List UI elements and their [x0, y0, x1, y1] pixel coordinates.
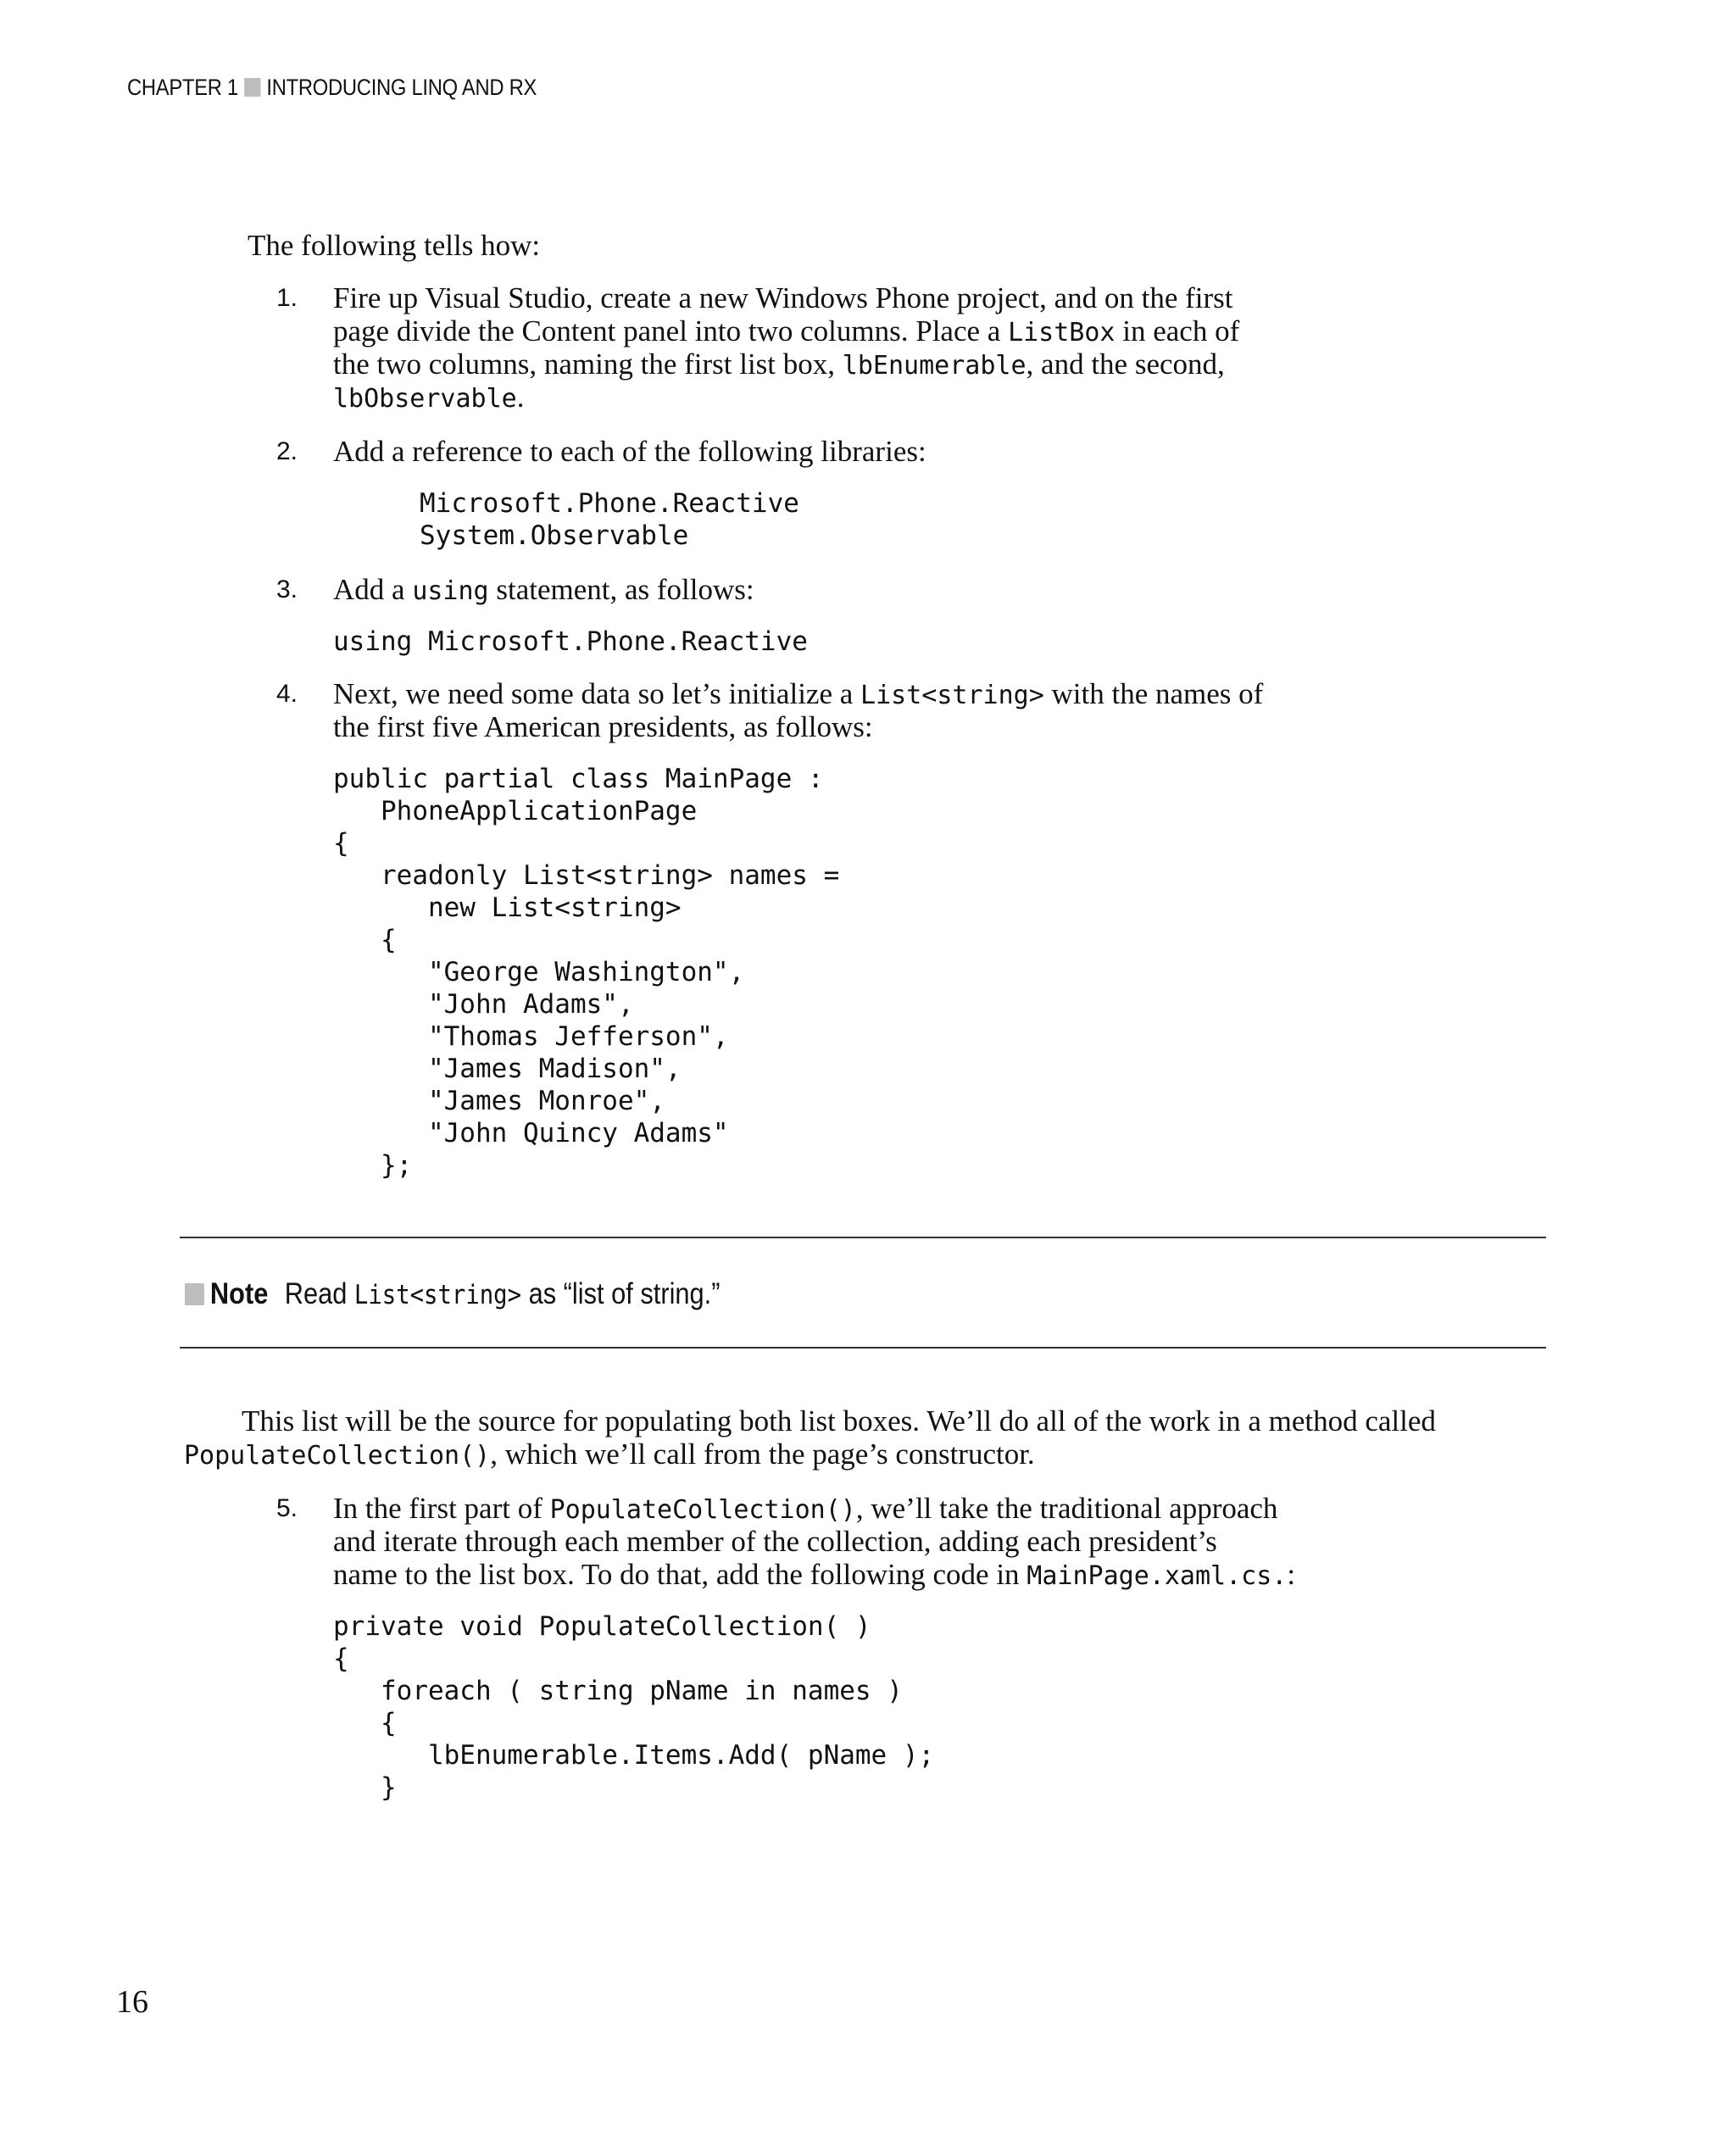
step-5-line-3: name to the list box. To do that, add the following code in MainPage.xaml.cs.:	[333, 1558, 1296, 1591]
inline-code: lbEnumerable	[842, 351, 1027, 381]
step-2-number: 2.	[276, 437, 298, 465]
step-1-number: 1.	[276, 284, 298, 312]
step-4-line-2: the first five American presidents, as follows:	[333, 710, 873, 743]
page-number: 16	[116, 1984, 148, 2020]
step-5-line-1: In the first part of PopulateCollection(), we’ll take the traditional approach	[333, 1492, 1278, 1525]
intro-text: The following tells how:	[248, 229, 541, 262]
note-bottom-rule	[180, 1347, 1546, 1349]
step-1-line-3: the two columns, naming the first list box, lbEnumerable, and the second,	[333, 348, 1225, 381]
inline-code: ListBox	[1008, 318, 1116, 348]
step-4-number: 4.	[276, 680, 298, 708]
running-header	[127, 75, 537, 101]
step-4-line-1: Next, we need some data so let’s initialize a List<string> with the names of	[333, 677, 1264, 710]
inline-code: List<string>	[353, 1280, 522, 1310]
step-3-text: Add a using statement, as follows:	[333, 573, 754, 606]
inline-code: lbObservable	[333, 384, 517, 414]
presidents-code-block: public partial class MainPage : PhoneApplicationPage { readonly List<string> names = new List<string> { "George Washington", "John Adams", "Thomas Jefferson", "James Madison", "James Monroe", "John Quincy Adams" };	[333, 764, 840, 1181]
chapter-label: CHAPTER 1	[127, 75, 238, 100]
step-3-number: 3.	[276, 576, 298, 603]
note-top-rule	[180, 1237, 1546, 1238]
chapter-title: INTRODUCING LINQ AND RX	[266, 75, 537, 100]
using-code-block: using Microsoft.Phone.Reactive	[333, 626, 808, 657]
step-1-line-4: lbObservable.	[333, 381, 525, 414]
note-label: Note	[209, 1277, 269, 1310]
step-2-text: Add a reference to each of the following libraries:	[333, 435, 926, 468]
inline-code: List<string>	[860, 681, 1044, 710]
body-paragraph-line-1: This list will be the source for populating both list boxes. We’ll do all of the work in a method called	[242, 1404, 1436, 1438]
inline-code: PopulateCollection()	[184, 1441, 491, 1471]
inline-code: PopulateCollection()	[549, 1495, 856, 1525]
step-5-line-2: and iterate through each member of the collection, adding each president’s	[333, 1525, 1217, 1558]
body-paragraph-line-2: PopulateCollection(), which we’ll call from the page’s constructor.	[184, 1438, 1035, 1471]
inline-code: using	[412, 576, 489, 606]
step-1-line-2: page divide the Content panel into two columns. Place a ListBox in each of	[333, 314, 1240, 348]
step-5-number: 5.	[276, 1494, 298, 1522]
step-1-line-1: Fire up Visual Studio, create a new Windows Phone project, and on the first	[333, 281, 1233, 314]
inline-code: MainPage.xaml.cs.	[1027, 1561, 1288, 1591]
libraries-code-block: Microsoft.Phone.Reactive System.Observable	[420, 488, 799, 551]
header-square-icon	[244, 78, 260, 97]
populate-collection-code-block: private void PopulateCollection( ) { foreach ( string pName in names ) { lbEnumerable.Items.Add( pName ); }	[333, 1611, 935, 1803]
note-square-icon	[185, 1283, 204, 1305]
note: Note Read List<string> as “list of string.”	[185, 1277, 720, 1312]
